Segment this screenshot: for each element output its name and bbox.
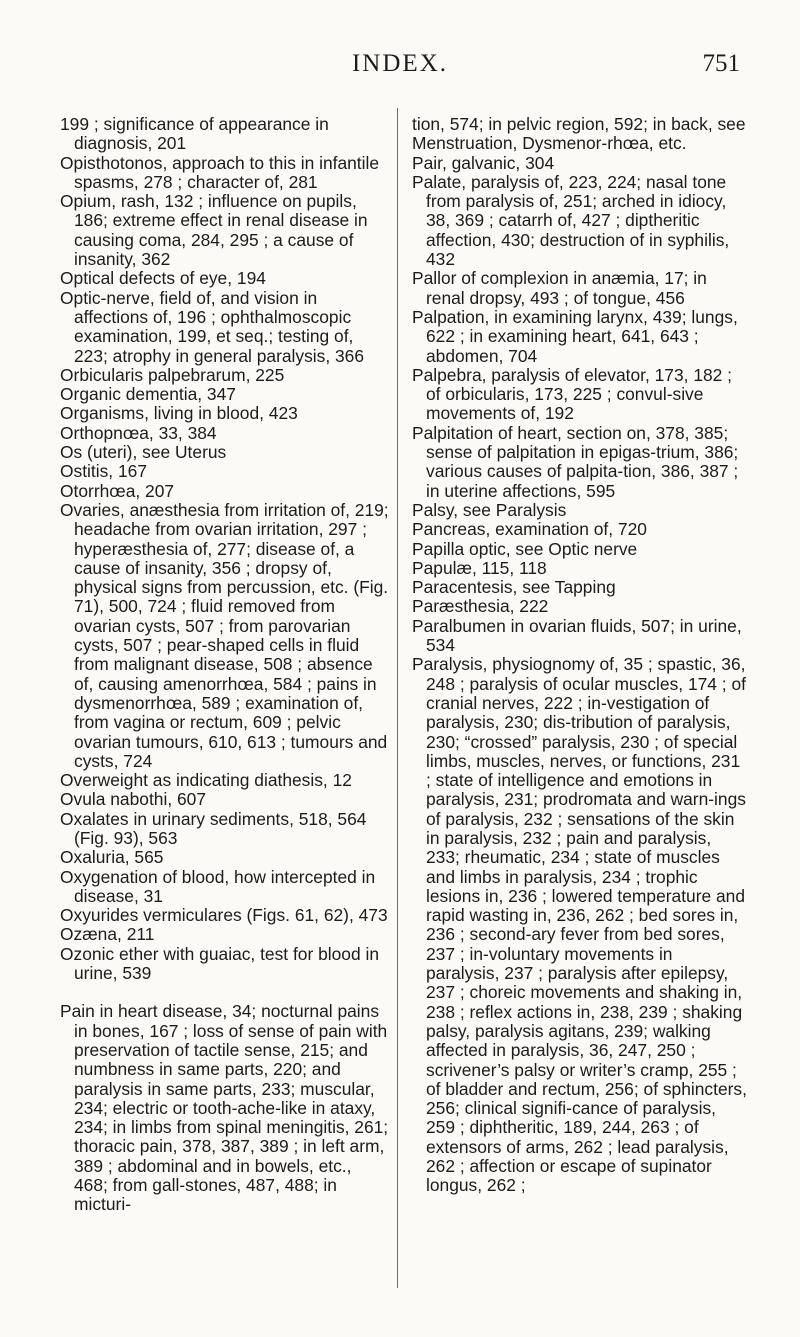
index-entry: Pain in heart disease, 34; nocturnal pains in bones, 167 ; loss of sense of pain with preservation of tactile sense, 215; and numbness in same parts, 220; and paralysis in same parts, 233; muscular, 234; electric or tooth-ache-like in ataxy, 234; in limbs from spinal meningitis, 261; thoracic pain, 378, 387, 389 ; in left arm, 389 ; abdominal and in bowels, etc., 468; from gall-stones, 487, 488; in micturi- <box>60 1001 389 1215</box>
index-entry-continued: tion, 574; in pelvic region, 592; in back, see Menstruation, Dysmenor-rhœa, etc. <box>412 114 746 154</box>
index-entry: Paracentesis, see Tapping <box>412 577 616 598</box>
index-entry: 199 ; significance of appearance in diagnosis, 201 <box>60 114 329 154</box>
index-entry: Opium, rash, 132 ; influence on pupils, 186; extreme effect in renal disease in causing coma, 284, 295 ; a cause of insanity, 362 <box>60 191 368 270</box>
column-divider <box>397 108 398 1288</box>
index-entry: Otorrhœa, 207 <box>60 480 175 501</box>
index-entry: Ozonic ether with guaiac, test for blood in urine, 539 <box>60 943 380 984</box>
index-entry: Orbicularis palpebrarum, 225 <box>60 364 285 385</box>
index-entry: Optic-nerve, field of, and vision in affections of, 196 ; ophthalmoscopic examination, 199, et seq.; testing of, 223; atrophy in general paralysis, 366 <box>60 287 365 366</box>
index-entry: Orthopnœa, 33, 384 <box>60 422 217 443</box>
page-title: INDEX. <box>351 50 448 77</box>
index-entry: Oxygenation of blood, how intercepted in disease, 31 <box>60 866 376 906</box>
index-entry: Paralysis, physiognomy of, 35 ; spastic, 36, 248 ; paralysis of ocular muscles, 174 ; of cranial nerves, 222 ; in-vestigation of paralysis, 230; dis-tribution of paralysis, 230; “crossed” paralysis, 230 ; of special limbs, muscles, nerves, or functions, 231 ; state of intelligence and emotions in paralysis, 231; prodromata and warn-ings of paralysis, 232 ; sensations of the skin in paralysis, 232 ; pain and paralysis, 233; rheumatic, 234 ; state of muscles and limbs in paralysis, 234 ; trophic lesions in, 236 ; lowered temperature and rapid wasting in, 236, 262 ; bed sores in, 236 ; second-ary fever from bed sores, 237 ; in-voluntary movements in paralysis, 237 ; paralysis after epilepsy, 237 ; choreic movements and shaking in, 238 ; reflex actions in, 238, 239 ; shaking palsy, paralysis agitans, 239; walking affected in paralysis, 36, 247, 250 ; scrivener’s palsy or writer’s cramp, 255 ; of bladder and rectum, 256; of sphincters, 256; clinical signifi-cance of paralysis, 259 ; diphtheritic, 189, 244, 263 ; of extensors of arms, 262 ; lead paralysis, 262 ; affection or escape of supinator longus, 262 ; <box>412 654 747 1196</box>
running-head <box>0 50 800 80</box>
index-entry: Oxaluria, 565 <box>60 847 164 868</box>
index-entry: Overweight as indicating diathesis, 12 <box>60 770 352 791</box>
index-column-left <box>60 115 390 1215</box>
index-entry: Palpebra, paralysis of elevator, 173, 182 ; of orbicularis, 173, 225 ; convul-sive movements of, 192 <box>412 364 732 424</box>
index-entry: Oxyurides vermiculares (Figs. 61, 62), 473 <box>60 905 388 926</box>
index-entry: Organisms, living in blood, 423 <box>60 403 298 424</box>
index-entry: Pair, galvanic, 304 <box>412 152 555 173</box>
index-entry: Pallor of complexion in anæmia, 17; in renal dropsy, 493 ; of tongue, 456 <box>412 268 707 308</box>
index-entry: Optical defects of eye, 194 <box>60 268 266 289</box>
index-entry: Palate, paralysis of, 223, 224; nasal tone from paralysis of, 251; arched in idiocy, 38, 369 ; catarrh of, 427 ; diptheritic affection, 430; destruction of in syphilis, 432 <box>412 171 730 270</box>
index-entry: Ozæna, 211 <box>60 924 155 945</box>
index-entry: Opisthotonos, approach to this in infantile spasms, 278 ; character of, 281 <box>60 152 380 192</box>
index-entry: Oxalates in urinary sediments, 518, 564 (Fig. 93), 563 <box>60 808 367 848</box>
index-entry: Os (uteri), see Uterus <box>60 442 227 463</box>
index-entry: Pancreas, examination of, 720 <box>412 519 647 540</box>
index-entry: Papulæ, 115, 118 <box>412 557 547 578</box>
index-entry: Papilla optic, see Optic nerve <box>412 538 638 559</box>
index-entry: Palpation, in examining larynx, 439; lungs, 622 ; in examining heart, 641, 643 ; abdomen, 704 <box>412 306 738 366</box>
index-entry: Ovaries, anæsthesia from irritation of, 219; headache from ovarian irritation, 297 ; hyperæsthesia of, 277; disease of, a cause of insanity, 356 ; dropsy of, physical signs from percussion, etc. (Fig. 71), 500, 724 ; fluid removed from ovarian cysts, 507 ; from parovarian cysts, 507 ; pear-shaped cells in fluid from malignant disease, 508 ; absence of, causing amenorrhœa, 584 ; pains in dysmenorrhœa, 589 ; examination of, from vagina or rectum, 609 ; pelvic ovarian tumours, 610, 613 ; tumours and cysts, 724 <box>60 499 389 771</box>
index-entry: Ovula nabothi, 607 <box>60 789 206 810</box>
index-entry: Ostitis, 167 <box>60 461 147 482</box>
index-entry: Palpitation of heart, section on, 378, 385; sense of palpitation in epigas-trium, 386; various causes of palpita-tion, 386, 387 ; in uterine affections, 595 <box>412 422 739 501</box>
page-number: 751 <box>702 50 740 77</box>
index-entry: Palsy, see Paralysis <box>412 499 567 520</box>
index-entry: Organic dementia, 347 <box>60 384 236 405</box>
index-entry: Paræsthesia, 222 <box>412 596 549 617</box>
index-entry: Paralbumen in ovarian fluids, 507; in urine, 534 <box>412 615 742 656</box>
index-column-right <box>412 115 747 1196</box>
